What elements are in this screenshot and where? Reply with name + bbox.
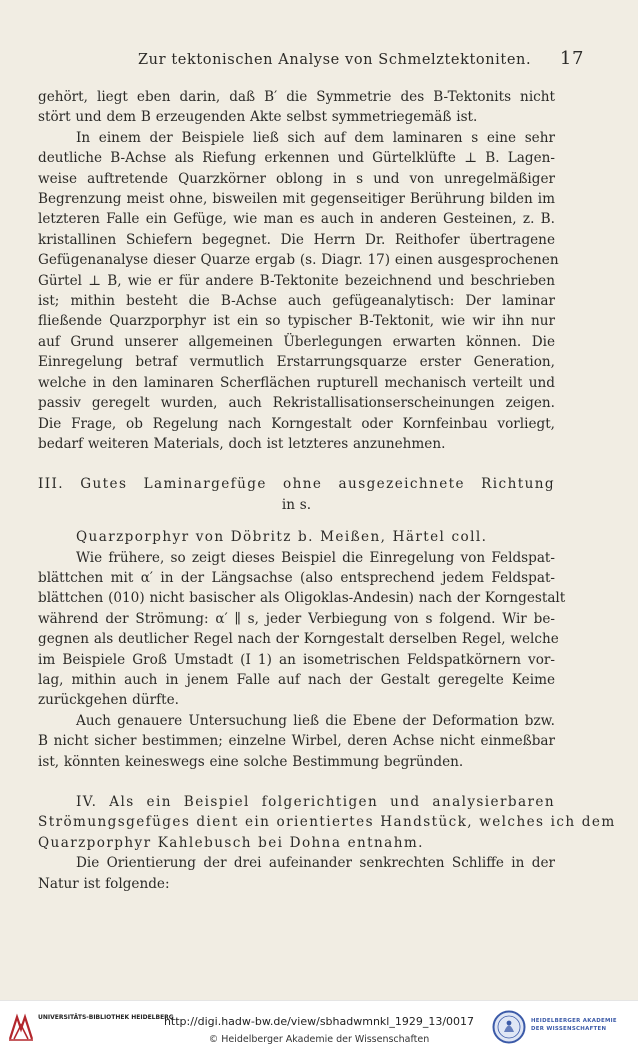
academy-logo-text[interactable] xyxy=(531,1017,619,1033)
text-line: fließende Quarzporphyr ist ein so typischer B-Tektonit, wie wir ihn nur xyxy=(38,313,555,330)
text-line: Wie frühere, so zeigt dieses Beispiel die Einregelung von Feldspat- xyxy=(76,549,555,566)
viewer-footer xyxy=(0,1000,638,1052)
text-line: passiv geregelt wurden, auch Rekristallisationserscheinungen zeigen. xyxy=(38,395,555,412)
text-line: letzteren Falle ein Gefüge, wie man es auch in anderen Gesteinen, z. B. xyxy=(38,211,555,228)
text-line: kristallinen Schiefern begegnet. Die Herrn Dr. Reithofer übertragene xyxy=(38,231,555,248)
page-body xyxy=(38,87,616,894)
text-line: blättchen (010) nicht basischer als Oligoklas-Andesin) nach der Korngestalt xyxy=(38,590,566,607)
text-line: gegnen als deutlicher Regel nach der Korngestalt derselben Regel, welche xyxy=(38,631,559,648)
text-line: Natur ist folgende: xyxy=(38,875,170,892)
text-line: Gürtel ⊥ B, wie er für andere B-Tektonite bezeichnend und beschrieben xyxy=(38,272,555,289)
text-line: im Beispiele Groß Umstadt (I 1) an isometrischen Feldspatkörnern vor- xyxy=(38,651,555,668)
text-line: auf Grund unserer allgemeinen Überlegungen erwarten können. Die xyxy=(38,333,555,350)
running-header xyxy=(38,48,584,74)
text-line: welche in den laminaren Scherflächen rupturell mechanisch verteilt und xyxy=(38,374,555,391)
text-line: Die Orientierung der drei aufeinander senkrechten Schliffe in der xyxy=(76,855,555,872)
text-line: stört und dem B erzeugenden Akte selbst symmetriegemäß ist. xyxy=(38,109,478,126)
copyright-notice: © Heidelberger Akademie der Wissenschaften xyxy=(208,1034,430,1045)
academy-logo-label: HEIDELBERGER AKADEMIE DER WISSENSCHAFTEN xyxy=(531,1018,617,1032)
text-line: Die Frage, ob Regelung nach Korngestalt oder Kornfeinbau vorliegt, xyxy=(38,415,555,432)
text-line: Auch genauere Untersuchung ließ die Ebene der Deformation bzw. xyxy=(76,712,555,729)
academy-seal-icon[interactable] xyxy=(492,1010,526,1044)
text-line: blättchen mit α′ in der Längsachse (also entsprechend jedem Feldspat- xyxy=(38,569,555,586)
text-line: Begrenzung meist ohne, bisweilen mit gegenseitiger Berührung bilden im xyxy=(38,191,555,208)
section-heading: III. Gutes Laminargefüge ohne ausgezeichnete Richtung xyxy=(38,476,555,493)
text-line: gehört, liegt eben darin, daß B′ die Symmetrie des B-Tektonits nicht xyxy=(38,89,555,105)
permalink-url[interactable]: http://digi.hadw-bw.de/view/sbhadwmnkl_1929_13/0017 xyxy=(163,1015,475,1028)
section-heading: IV. Als ein Beispiel folgerichtigen und analysierbaren xyxy=(76,794,555,810)
text-line: bedarf weiteren Materials, doch ist letzteres anzunehmen. xyxy=(38,435,446,452)
text-line: Gefügenanalyse dieser Quarze ergab (s. Diagr. 17) einen ausgesprochenen xyxy=(38,252,559,269)
text-line: B nicht sicher bestimmen; einzelne Wirbel, deren Achse nicht einmeßbar xyxy=(38,733,555,750)
text-line: während der Strömung: α′ ∥ s, jeder Verbiegung von s folgend. Wir be- xyxy=(38,610,555,627)
text-line: ist, könnten keineswegs eine solche Bestimmung begründen. xyxy=(38,753,464,770)
page-number: 17 xyxy=(559,48,584,69)
text-line: lag, mithin auch in jenem Falle auf nach der Gestalt geregelte Keime xyxy=(38,671,555,688)
text-line: weise auftretende Quarzkörner oblong in s und von unregelmäßiger xyxy=(38,170,555,187)
text-line: zurückgehen dürfte. xyxy=(38,692,179,709)
text-line: deutliche B-Achse als Riefung erkennen und Gürtelklüfte ⊥ B. Lagen- xyxy=(38,150,555,167)
text-line: Quarzporphyr Kahlebusch bei Dohna entnahm. xyxy=(38,834,424,851)
text-line: ist; mithin besteht die B-Achse auch gefügeanalytisch: Der laminar xyxy=(38,293,555,310)
library-logo-label: UNIVERSITÄTS-BIBLIOTHEK HEIDELBERG xyxy=(38,1014,174,1021)
text-line: Strömungsgefüges dient ein orientiertes Handstück, welches ich dem xyxy=(38,814,616,831)
running-title: Zur tektonischen Analyse von Schmelztektoniten. xyxy=(138,52,532,68)
text-line: Einregelung betraf vermutlich Erstarrungsquarze erster Generation, xyxy=(38,354,555,371)
section-heading: in s. xyxy=(281,496,312,513)
text-line: In einem der Beispiele ließ sich auf dem laminaren s eine sehr xyxy=(76,129,555,146)
subsection-heading: Quarzporphyr von Döbritz b. Meißen, Härtel coll. xyxy=(76,529,488,546)
